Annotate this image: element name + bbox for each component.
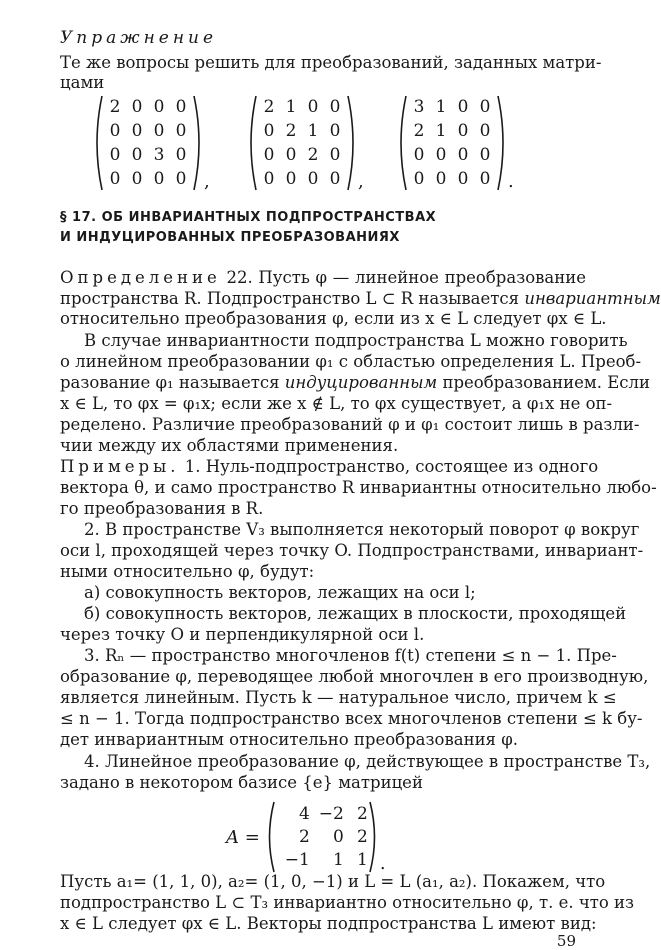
paragraph-line: относительно преобразования φ, если из x ∈ L следует φx ∈ L. <box>60 309 607 328</box>
matrix-cell: 0 <box>109 145 121 165</box>
matrix-cell: 2 <box>109 97 121 117</box>
matrix-cell: 0 <box>175 145 187 165</box>
paragraph-line: чии между их областями применения. <box>60 436 399 455</box>
matrix-entries <box>408 95 496 191</box>
matrix-cell: 0 <box>131 97 143 117</box>
term-induced: индуцированным <box>284 373 438 392</box>
matrix-cell: −1 <box>284 849 310 870</box>
paragraph-line: 3. Rₙ — пространство многочленов f(t) степени ≤ n − 1. Пре- <box>84 646 617 665</box>
paragraph-line: вектора θ, и само пространство R инвариантны относительно любо- <box>60 478 657 497</box>
matrix-cell: 0 <box>329 145 341 165</box>
paragraph-line: ределено. Различие преобразований φ и φ₁ состоит лишь в разли- <box>60 415 640 434</box>
exercise-heading: Упражнение <box>60 28 218 48</box>
exercise-matrix-3 <box>396 94 514 192</box>
matrix-cell: 0 <box>479 121 491 141</box>
paren <box>92 94 104 192</box>
paragraph-line: 4. Линейное преобразование φ, действующее в пространстве T₃, <box>84 752 651 771</box>
section-title-1: § 17. ОБ ИНВАРИАНТНЫХ ПОДПРОСТРАНСТВАХ <box>60 210 437 225</box>
matrix-cell: 3 <box>413 97 425 117</box>
paren <box>346 94 358 192</box>
term-invariant: инвариантным <box>524 289 661 308</box>
matrix-cell: 0 <box>153 97 165 117</box>
matrix-cell: 2 <box>356 803 368 824</box>
matrix-cell: 2 <box>263 97 275 117</box>
matrix-cell: 0 <box>413 145 425 165</box>
matrix-cell: 1 <box>356 849 368 870</box>
matrix-cell: 0 <box>329 121 341 141</box>
exercise-line-1: Те же вопросы решить для преобразований, заданных матри- <box>60 53 602 72</box>
paragraph-line: образование φ, переводящее любой многочлен в его производную, <box>60 667 649 686</box>
paragraph-line: о линейном преобразовании φ₁ с областью определения L. Преоб- <box>60 352 642 371</box>
matrix-cell: 0 <box>263 121 275 141</box>
matrix-cell: 0 <box>457 97 469 117</box>
matrix-cell: 2 <box>413 121 425 141</box>
matrix-cell: 0 <box>263 145 275 165</box>
paragraph-line: ≤ n − 1. Тогда подпространство всех многочленов степени ≤ k бу- <box>60 709 643 728</box>
matrix-cell: 1 <box>332 849 344 870</box>
matrix-cell: 0 <box>329 97 341 117</box>
matrix-punctuation: . <box>508 171 514 192</box>
matrix-cell: 0 <box>479 169 491 189</box>
matrix-cell: 2 <box>307 145 319 165</box>
matrix-cell: 1 <box>435 97 447 117</box>
matrix-cell: 0 <box>435 169 447 189</box>
matrix-a: A = 4 −2 2 2 0 2 −1 1 1 . <box>226 800 386 874</box>
page-number: 59 <box>556 932 576 950</box>
paragraph-line: б) совокупность векторов, лежащих в плоскости, проходящей <box>84 604 627 623</box>
matrix-cell: 0 <box>131 169 143 189</box>
matrix-cell: 0 <box>131 121 143 141</box>
paragraph-line: x ∈ L, то φx = φ₁x; если же x ∉ L, то φx существует, а φ₁x не оп- <box>60 394 613 413</box>
matrix-cell: 2 <box>298 826 310 847</box>
paragraph-line: задано в некотором базисе {e} матрицей <box>60 773 423 792</box>
matrix-cell: 0 <box>153 121 165 141</box>
matrix-cell: 0 <box>435 145 447 165</box>
matrix-punctuation: , <box>204 171 210 192</box>
definition-label: Определение <box>60 268 221 287</box>
paren <box>246 94 258 192</box>
matrix-cell: 1 <box>307 121 319 141</box>
matrix-cell: 2 <box>356 826 368 847</box>
paragraph-line: разование φ₁ называется индуцированным преобразованием. Если <box>60 373 650 392</box>
matrix-cell: 2 <box>285 121 297 141</box>
matrix-cell: 0 <box>109 169 121 189</box>
matrix-cell: 0 <box>479 97 491 117</box>
matrix-cell: 0 <box>285 169 297 189</box>
matrix-cell: 1 <box>435 121 447 141</box>
right-paren <box>368 800 380 874</box>
matrix-punctuation: , <box>358 171 364 192</box>
matrix-cell: 0 <box>457 145 469 165</box>
paragraph-line: пространства R. Подпространство L ⊂ R называется инвариантным <box>60 289 661 308</box>
paragraph-line: Пусть a₁= (1, 1, 0), a₂= (1, 0, −1) и L = L (a₁, a₂). Покажем, что <box>60 872 606 891</box>
paragraph-line: является линейным. Пусть k — натуральное число, причем k ≤ <box>60 688 617 707</box>
matrix-cell: 1 <box>285 97 297 117</box>
matrix-cell: 0 <box>285 145 297 165</box>
paren <box>396 94 408 192</box>
paragraph-line: В случае инвариантности подпространства L можно говорить <box>84 331 628 350</box>
matrix-cell: 0 <box>263 169 275 189</box>
paragraph-line: Определение 22. Пусть φ — линейное преобразование <box>60 268 587 287</box>
paragraph-line: 2. В пространстве V₃ выполняется некоторый поворот φ вокруг <box>84 520 640 539</box>
paragraph-line: оси l, проходящей через точку O. Подпространствами, инвариант- <box>60 541 644 560</box>
paragraph-line: го преобразования в R. <box>60 499 264 518</box>
matrix-cell: 0 <box>413 169 425 189</box>
matrix-cell: 0 <box>457 169 469 189</box>
paragraph-line: а) совокупность векторов, лежащих на оси l; <box>84 583 476 602</box>
matrix-cell: 3 <box>153 145 165 165</box>
paragraph-line: дет инвариантным относительно преобразования φ. <box>60 730 519 749</box>
matrix-cell: 0 <box>109 121 121 141</box>
paren <box>192 94 204 192</box>
matrix-cell: 4 <box>298 803 310 824</box>
matrix-cell: 0 <box>332 826 344 847</box>
paragraph-line: x ∈ L следует φx ∈ L. Векторы подпространства L имеют вид: <box>60 914 597 933</box>
paragraph-line: ными относительно φ, будут: <box>60 562 315 581</box>
matrix-cell: 0 <box>307 97 319 117</box>
paragraph-line: через точку O и перпендикулярной оси l. <box>60 625 425 644</box>
left-paren <box>264 800 276 874</box>
exercise-line-2: цами <box>60 73 105 92</box>
matrix-cell: 0 <box>131 145 143 165</box>
matrix-cell: 0 <box>153 169 165 189</box>
examples-label: Примеры. <box>60 457 180 476</box>
matrix-entries <box>258 95 346 191</box>
exercise-matrix-2 <box>246 94 364 192</box>
matrix-cell: 0 <box>479 145 491 165</box>
matrix-cell: 0 <box>175 169 187 189</box>
matrix-entries <box>104 95 192 191</box>
paragraph-line: подпространство L ⊂ T₃ инвариантно относительно φ, т. е. что из <box>60 893 635 912</box>
matrix-cell: 0 <box>175 121 187 141</box>
exercise-matrix-1 <box>92 94 210 192</box>
matrix-cell: −2 <box>318 803 344 824</box>
matrix-a-entries <box>276 803 368 872</box>
matrix-cell: 0 <box>457 121 469 141</box>
matrix-cell: 0 <box>329 169 341 189</box>
section-title-2: И ИНДУЦИРОВАННЫХ ПРЕОБРАЗОВАНИЯХ <box>60 230 400 245</box>
matrix-cell: 0 <box>175 97 187 117</box>
paragraph-line: Примеры. 1. Нуль-подпространство, состоящее из одного <box>60 457 599 476</box>
paren <box>496 94 508 192</box>
matrix-a-label: A = <box>226 826 260 848</box>
matrix-cell: 0 <box>307 169 319 189</box>
